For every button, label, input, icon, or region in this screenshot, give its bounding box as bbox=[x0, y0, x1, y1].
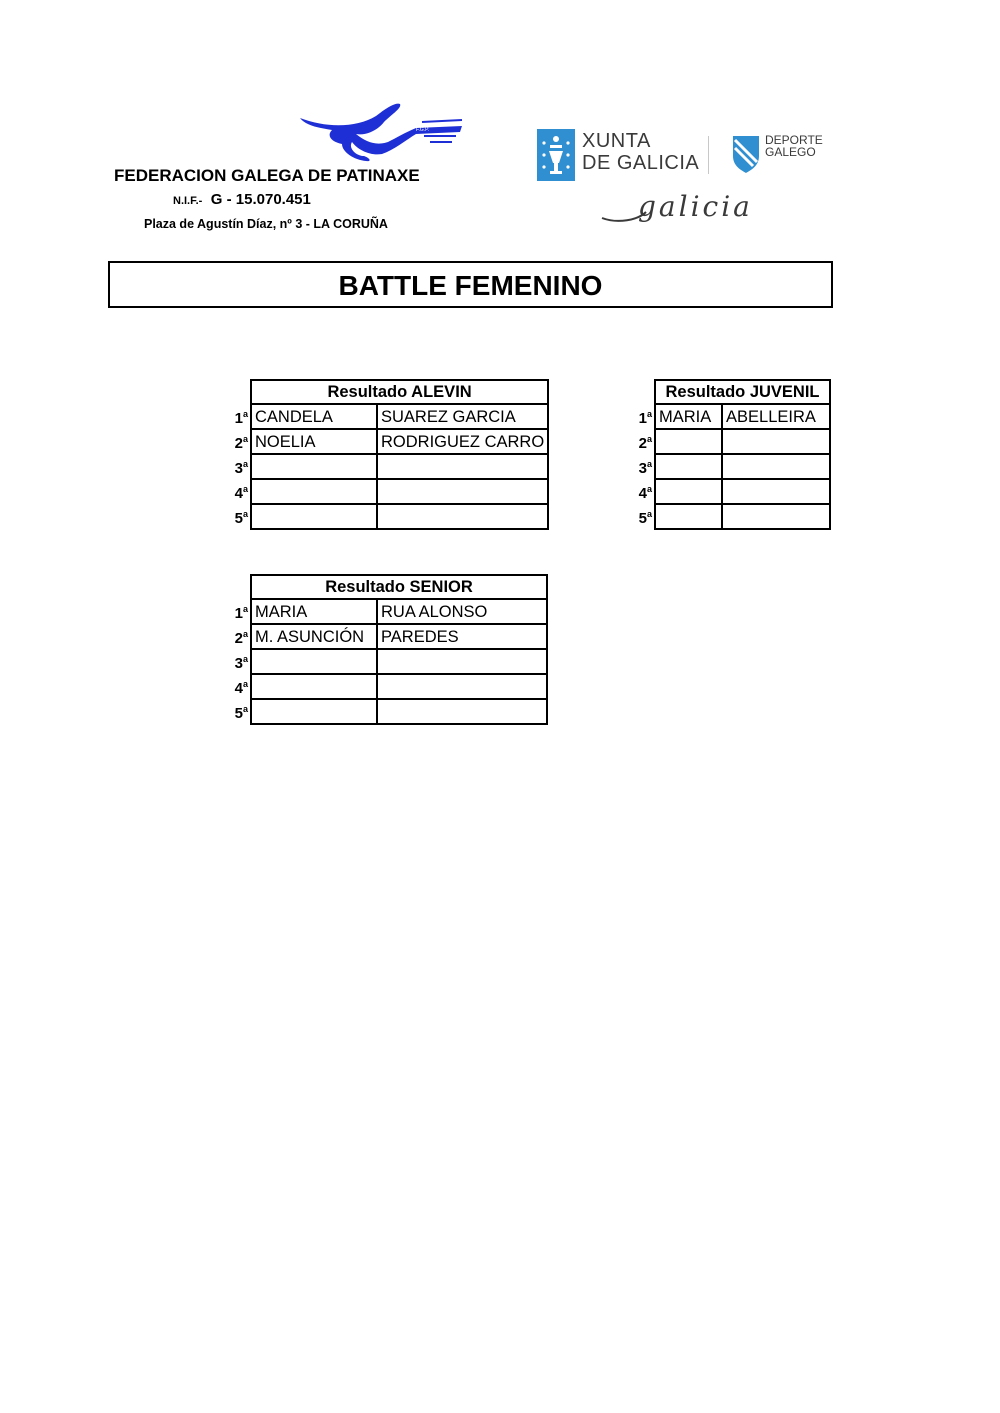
table-row bbox=[228, 479, 548, 504]
last-name-cell bbox=[377, 699, 547, 724]
table-header-row bbox=[632, 380, 830, 404]
position-label: 5$^a$ bbox=[638, 509, 652, 527]
fgp-logo-text: F.G.P. bbox=[416, 127, 430, 133]
deporte-galego-text bbox=[765, 134, 823, 158]
table-row bbox=[632, 454, 830, 479]
table-row bbox=[228, 599, 547, 624]
page-title: BATTLE FEMENINO bbox=[338, 269, 603, 301]
position-label: 1$^a$ bbox=[234, 409, 248, 427]
first-name-cell bbox=[251, 479, 377, 504]
table-header-row bbox=[228, 380, 548, 404]
last-name-cell bbox=[722, 429, 830, 454]
deporte-line-1: DEPORTE bbox=[765, 133, 823, 147]
position-label: 3$^a$ bbox=[638, 459, 652, 477]
last-name-cell bbox=[377, 504, 548, 529]
xunta-emblem-icon bbox=[537, 129, 575, 181]
table-header: Resultado JUVENIL bbox=[655, 380, 830, 404]
table-row bbox=[632, 429, 830, 454]
title-box bbox=[108, 261, 833, 308]
first-name-cell bbox=[251, 674, 377, 699]
first-name-cell bbox=[655, 429, 722, 454]
table-row bbox=[228, 454, 548, 479]
galicia-brand-text: galicia bbox=[638, 190, 753, 223]
last-name-cell: RUA ALONSO bbox=[377, 599, 547, 624]
first-name-cell bbox=[251, 649, 377, 674]
results-table-senior bbox=[228, 574, 548, 725]
table-row bbox=[228, 674, 547, 699]
nif-label: N.I.F.- bbox=[173, 195, 203, 207]
first-name-cell: CANDELA bbox=[251, 404, 377, 429]
last-name-cell bbox=[722, 454, 830, 479]
xunta-line-1: XUNTA bbox=[582, 130, 651, 152]
xunta-line-2: DE GALICIA bbox=[582, 152, 700, 174]
position-label: 5$^a$ bbox=[234, 509, 248, 527]
first-name-cell: M. ASUNCIÓN bbox=[251, 624, 377, 649]
last-name-cell bbox=[377, 454, 548, 479]
deporte-galego-icon bbox=[731, 134, 761, 174]
position-label: 5$^a$ bbox=[234, 704, 248, 722]
position-label: 3$^a$ bbox=[234, 654, 248, 672]
last-name-cell bbox=[722, 504, 830, 529]
first-name-cell: NOELIA bbox=[251, 429, 377, 454]
last-name-cell bbox=[377, 674, 547, 699]
xunta-logo-text bbox=[582, 130, 699, 174]
first-name-cell bbox=[251, 699, 377, 724]
position-label: 4$^a$ bbox=[234, 679, 248, 697]
nif-line bbox=[173, 191, 311, 209]
position-label: 1$^a$ bbox=[638, 409, 652, 427]
fgp-logo bbox=[296, 98, 466, 162]
last-name-cell: PAREDES bbox=[377, 624, 547, 649]
first-name-cell bbox=[655, 454, 722, 479]
table-row bbox=[228, 649, 547, 674]
table-row bbox=[228, 699, 547, 724]
table-header-row bbox=[228, 575, 547, 599]
first-name-cell bbox=[655, 504, 722, 529]
address: Plaza de Agustín Díaz, nº 3 - LA CORUÑA bbox=[144, 217, 388, 231]
position-label: 3$^a$ bbox=[234, 459, 248, 477]
position-label: 2$^a$ bbox=[234, 629, 248, 647]
last-name-cell: ABELLEIRA bbox=[722, 404, 830, 429]
last-name-cell: SUAREZ GARCIA bbox=[377, 404, 548, 429]
galicia-brand-logo bbox=[598, 190, 773, 226]
nif-value: G - 15.070.451 bbox=[210, 191, 311, 208]
position-label: 4$^a$ bbox=[638, 484, 652, 502]
table-row bbox=[228, 624, 547, 649]
first-name-cell: MARIA bbox=[655, 404, 722, 429]
organization-name: FEDERACION GALEGA DE PATINAXE bbox=[114, 166, 420, 185]
position-label: 2$^a$ bbox=[638, 434, 652, 452]
table-row bbox=[632, 504, 830, 529]
position-label: 4$^a$ bbox=[234, 484, 248, 502]
logo-divider bbox=[708, 136, 709, 174]
results-table-juvenil bbox=[632, 379, 831, 530]
table-row bbox=[228, 504, 548, 529]
first-name-cell bbox=[251, 454, 377, 479]
first-name-cell bbox=[655, 479, 722, 504]
last-name-cell: RODRIGUEZ CARRO bbox=[377, 429, 548, 454]
last-name-cell bbox=[377, 479, 548, 504]
position-label: 2$^a$ bbox=[234, 434, 248, 452]
results-table-alevin bbox=[228, 379, 549, 530]
last-name-cell bbox=[377, 649, 547, 674]
table-row bbox=[228, 429, 548, 454]
table-row bbox=[632, 479, 830, 504]
fgp-skater-shape bbox=[300, 104, 462, 162]
table-row bbox=[632, 404, 830, 429]
deporte-line-2: GALEGO bbox=[765, 145, 816, 159]
position-label: 1$^a$ bbox=[234, 604, 248, 622]
table-row bbox=[228, 404, 548, 429]
first-name-cell bbox=[251, 504, 377, 529]
table-header: Resultado ALEVIN bbox=[251, 380, 548, 404]
first-name-cell: MARIA bbox=[251, 599, 377, 624]
last-name-cell bbox=[722, 479, 830, 504]
table-header: Resultado SENIOR bbox=[251, 575, 547, 599]
